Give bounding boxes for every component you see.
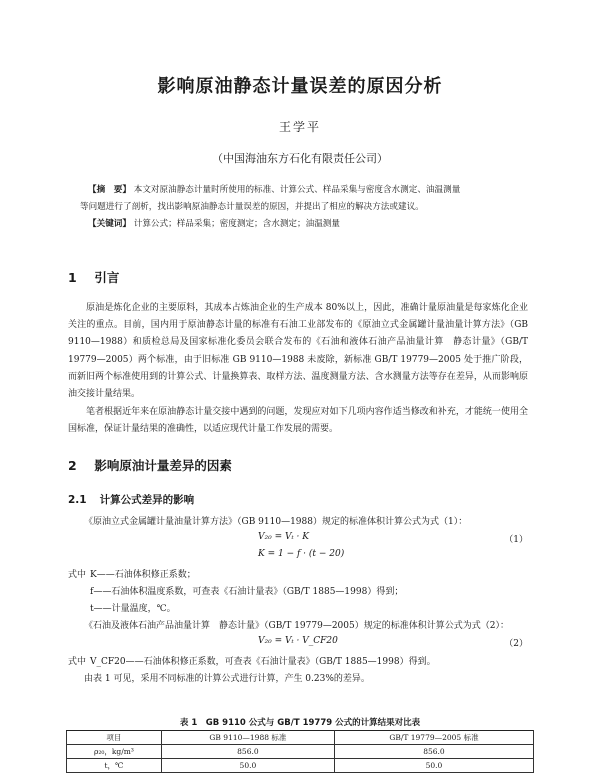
section-2-number: 2 — [68, 458, 77, 473]
where-1-c: t——计量温度，℃。 — [90, 604, 176, 614]
abstract-label: 【摘 要】 — [88, 185, 131, 195]
section-2-1-number: 2.1 — [68, 494, 87, 506]
abstract-text-1: 本文对原油静态计量时所使用的标准、计算公式、样品采集与密度含水测定、油温测量 — [133, 185, 461, 195]
author-name: 王学平 — [278, 120, 321, 134]
section-1-heading — [68, 268, 119, 286]
table-cell: 50.0 — [161, 759, 334, 773]
table-cell: 50.0 — [334, 759, 533, 773]
keywords-text: 计算公式；样品采集；密度测定；含水测定；油温测量 — [133, 219, 340, 229]
section-2-heading — [68, 456, 232, 474]
table-header-cell: 项目 — [67, 731, 162, 745]
section-1-title: 引言 — [94, 270, 120, 285]
where-1-b: f——石油体积温度系数，可查表《石油计量表》（GB/T 1885—1998）得到； — [90, 587, 404, 597]
section-1-paragraph-2: 笔者根据近年来在原油静态计量交接中遇到的问题，发现应对如下几项内容作适当修改和补充，才能统一使用全国标准，保证计量结果的准确性，以适应现代计量工作发展的需要。 — [68, 407, 528, 435]
table-row — [67, 759, 534, 773]
where-1-lead: 式中 — [68, 570, 87, 580]
table-header-cell: GB/T 19779—2005 标准 — [334, 731, 533, 745]
keywords-line — [88, 216, 528, 233]
where-1-a-text: K——石油体积修正系数； — [90, 570, 196, 580]
formula-1-intro: 《原油立式金属罐计量油量计算方法》（GB 9110—1988）规定的标准体积计算公式为式（1）： — [84, 517, 468, 527]
formula-1b: K = 1 − f · (t − 20) — [258, 549, 345, 559]
affiliation: （中国海油东方石化有限责任公司） — [212, 152, 388, 165]
table-1 — [66, 730, 534, 773]
table-cell: t，℃ — [67, 759, 162, 773]
section-1-number: 1 — [68, 270, 77, 285]
table-header-cell: GB 9110—1988 标准 — [161, 731, 334, 745]
abstract-line-2 — [80, 199, 520, 216]
table-cell: ρ₂₀，kg/m³ — [67, 745, 162, 759]
paper-title: 影响原油静态计量误差的原因分析 — [157, 76, 443, 97]
table-reference-line: 由表 1 可见，采用不同标准的计算公式进行计算，产生 0.23%的差异。 — [84, 674, 370, 684]
where-2-a-text: V_CF20——石油体积修正系数，可查表《石油计量表》（GB/T 1885—1998）得到。 — [90, 657, 436, 667]
table-header-row — [67, 731, 534, 745]
section-2-1-heading — [68, 492, 194, 507]
where-2-a — [68, 654, 436, 667]
formula-1: V₂₀ = Vₜ · K — [258, 532, 310, 542]
formula-2-intro: 《石油及液体石油产品油量计算 静态计量》（GB/T 19779—2005）规定的标准体积计算公式为式（2）： — [84, 621, 509, 631]
where-2-lead: 式中 — [68, 657, 87, 667]
table-cell: 856.0 — [334, 745, 533, 759]
table-row — [67, 745, 534, 759]
section-2-title: 影响原油计量差异的因素 — [94, 458, 232, 473]
table-cell: 856.0 — [161, 745, 334, 759]
keywords-label: 【关键词】 — [88, 219, 131, 229]
section-2-1-title: 计算公式差异的影响 — [99, 494, 195, 506]
section-1-paragraph-1: 原油是炼化企业的主要原料，其成本占炼油企业的生产成本 80%以上，因此，准确计量原油量是每家炼化企业关注的重点。目前，国内用于原油静态计量的标准有石油工业部发布的《原油立式金属罐计量油量计算方法》（GB 9110—1988）和质检总局及国家标准化委员会联合发布的《石油和液体石油产品油量计算 静态计量》（GB/T 19779—2005）两个标准，由于旧标准 GB 9110—1988 未废除，新标准 GB/T 19779—2005 处于推广阶段，而新旧两个标准使用到的计算公式、计量换算表、取样方法、温度测量方法、含水测量方法等存在差异，从而影响原油交接计量结果。 — [68, 303, 528, 400]
abstract-text-2: 等问题进行了剖析，找出影响原油静态计量误差的原因，并提出了相应的解决方法或建议。 — [80, 202, 424, 212]
table-1-caption: 表 1 GB 9110 公式与 GB/T 19779 公式的计算结果对比表 — [179, 718, 421, 728]
where-1-a — [68, 567, 196, 580]
abstract-line-1 — [88, 182, 528, 199]
formula-2: V₂₀ = Vₜ · V_CF20 — [258, 636, 338, 646]
equation-number-1: （1） — [504, 535, 528, 545]
equation-number-2: （2） — [504, 639, 528, 649]
